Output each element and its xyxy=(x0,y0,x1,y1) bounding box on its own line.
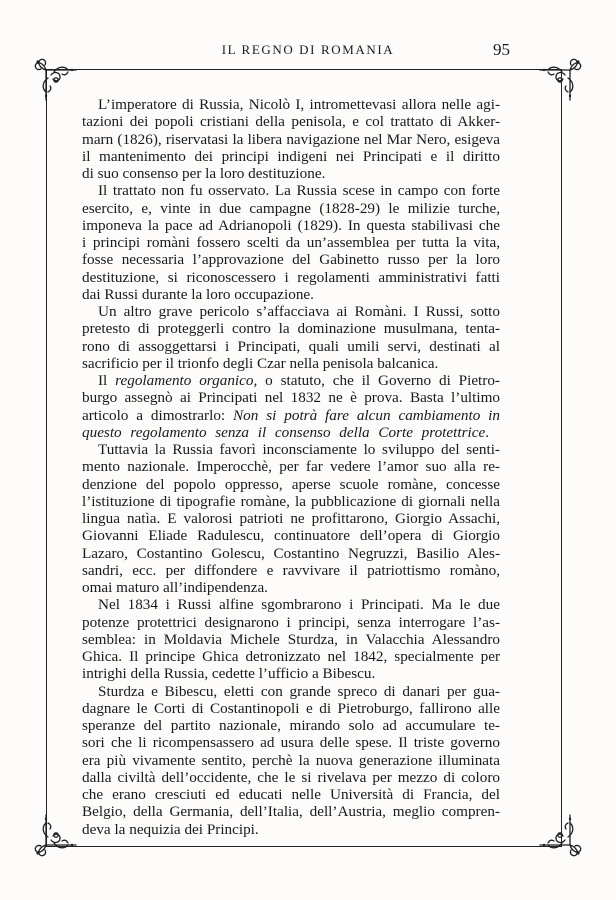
text-line: fosse necessaria l’approvazione del Gabinetto russo per la loro xyxy=(82,251,500,269)
text-line: era più vivamente sentito, perchè la nuova generazione illuminata xyxy=(82,751,500,769)
italic-quote: questo regolamento senza il consenso della Corte protettrice xyxy=(82,423,486,441)
text-run: Il xyxy=(98,372,116,389)
text-line: sori che li ricompensassero ad usura delle spese. Il triste governo xyxy=(82,734,500,752)
paragraph xyxy=(82,372,500,441)
text-line: dalla civiltà dell’occidente, che le si rivelava per mezzo di coloro xyxy=(82,768,500,786)
corner-ornament-icon xyxy=(34,58,78,102)
text-line: destituzione, si riconoscessero i regolamenti amministrativi fatti xyxy=(82,268,500,286)
text-line: tazioni dei popoli cristiani della penisola, e col trattato di Akker- xyxy=(82,113,500,131)
text-line: deva la nequizia dei Principi. xyxy=(82,820,259,838)
text-line: burgo assegnò ai Principati nel 1832 ne è prova. Basta l’ultimo xyxy=(82,389,500,407)
text-line: sacrificio per il trionfo degli Czar nella penisola balcanica. xyxy=(82,354,439,372)
text-line: esercito, e, vinte in due campagne (1828-29) le milizie turche, xyxy=(82,199,500,217)
text-line xyxy=(82,372,500,389)
text-line: Lazaro, Costantino Golescu, Costantino Negruzzi, Basilio Ales- xyxy=(82,544,500,562)
text-line: L’imperatore di Russia, Nicolò I, intromettevasi allora nelle agi- xyxy=(98,96,500,113)
text-run: , o statuto, che il Governo di Pietro- xyxy=(253,372,500,389)
text-line: pretesto di proteggerli contro la dominazione musulmana, tenta- xyxy=(82,320,500,338)
text-line xyxy=(82,424,489,441)
text-line: omai maturo all’indipendenza. xyxy=(82,579,268,596)
paragraph xyxy=(82,596,500,682)
text-line: il mantenimento dei principi indigeni nei Principati e il diritto xyxy=(82,147,500,165)
text-line: Ghica. Il principe Ghica detronizzato nel 1842, specialmente per xyxy=(82,648,500,665)
body-text xyxy=(82,96,500,838)
text-line: intrighi della Russia, cedette l’ufficio a Bibescu. xyxy=(82,665,376,683)
running-title: IL REGNO DI ROMANIA xyxy=(221,42,395,57)
text-line: marn (1826), riservatasi la libera navigazione nel Mar Nero, esigeva xyxy=(82,130,500,148)
text-line: Il trattato non fu osservato. La Russia scese in campo con forte xyxy=(98,182,500,200)
text-line: semblea: in Moldavia Michele Sturdza, in Valacchia Alessandro xyxy=(82,630,500,648)
text-line: Giovanni Eliade Radulescu, continuatore dell’opera di Giorgio xyxy=(82,527,500,545)
text-line: mento nazionale. Imperocchè, per far vedere l’amor suo alla re- xyxy=(82,458,500,476)
text-line: Tuttavia la Russia favorì inconsciamente lo sviluppo del senti- xyxy=(98,441,500,458)
text-line: imponeva la pace ad Adrianopoli (1829). In questa stabilivasi che xyxy=(82,216,500,234)
page-number: 95 xyxy=(493,40,510,59)
text-line: lingua natìa. E valorosi patrioti ne profittarono, Giorgio Assachi, xyxy=(82,510,500,527)
text-line: dai Russi durante la loro occupazione. xyxy=(82,285,314,303)
paragraph xyxy=(82,683,500,838)
paragraph xyxy=(82,96,500,182)
text-line: l’istituzione di tipografie romàne, la pubblicazione di giornali nella xyxy=(82,492,500,510)
text-line: speranze del partito nazionale, mirando solo ad accumulare te- xyxy=(82,717,500,734)
italic-quote: Non si potrà fare alcun cambiamento in xyxy=(233,406,500,424)
text-line: denzione del popolo oppresso, aperse scuole romàne, concesse xyxy=(82,475,500,493)
paragraph xyxy=(82,441,500,596)
text-line: di suo consenso per la loro destituzione. xyxy=(82,165,326,182)
text-run: articolo a dimostrarlo: xyxy=(82,406,234,424)
text-line: Belgio, della Germania, dell’Italia, dell’Austria, meglio compren- xyxy=(82,803,500,821)
text-line: rono di assoggettarsi i Principati, quali umili servi, destinati al xyxy=(82,337,500,355)
corner-ornament-icon xyxy=(34,813,78,857)
text-line: Nel 1834 i Russi alfine sgombrarono i Principati. Ma le due xyxy=(98,596,500,614)
paragraph xyxy=(82,303,500,372)
text-line: potenze protettrici designarono i principi, senza interrogare l’as- xyxy=(82,613,500,631)
running-head xyxy=(0,40,616,60)
text-run: . xyxy=(485,423,489,441)
text-line: che erano cresciuti ed educati nelle Università di Francia, del xyxy=(82,786,500,803)
italic-term: regolamento organico xyxy=(115,372,254,389)
corner-ornament-icon xyxy=(538,813,582,857)
text-line: Sturdza e Bibescu, eletti con grande spreco di danari per gua- xyxy=(98,682,500,700)
text-line: sandri, ecc. per diffondere e ravvivare il patriottismo romàno, xyxy=(82,561,500,579)
text-line xyxy=(82,407,500,424)
text-line: Un altro grave pericolo s’affacciava ai Romàni. I Russi, sotto xyxy=(98,303,500,320)
text-line: dagnare le Corti di Costantinopoli e di Pietroburgo, fallirono alle xyxy=(82,699,500,717)
corner-ornament-icon xyxy=(538,58,582,102)
paragraph xyxy=(82,182,500,303)
text-line: i principi romàni fossero scelti da un’assemblea per tutta la vita, xyxy=(82,234,500,251)
